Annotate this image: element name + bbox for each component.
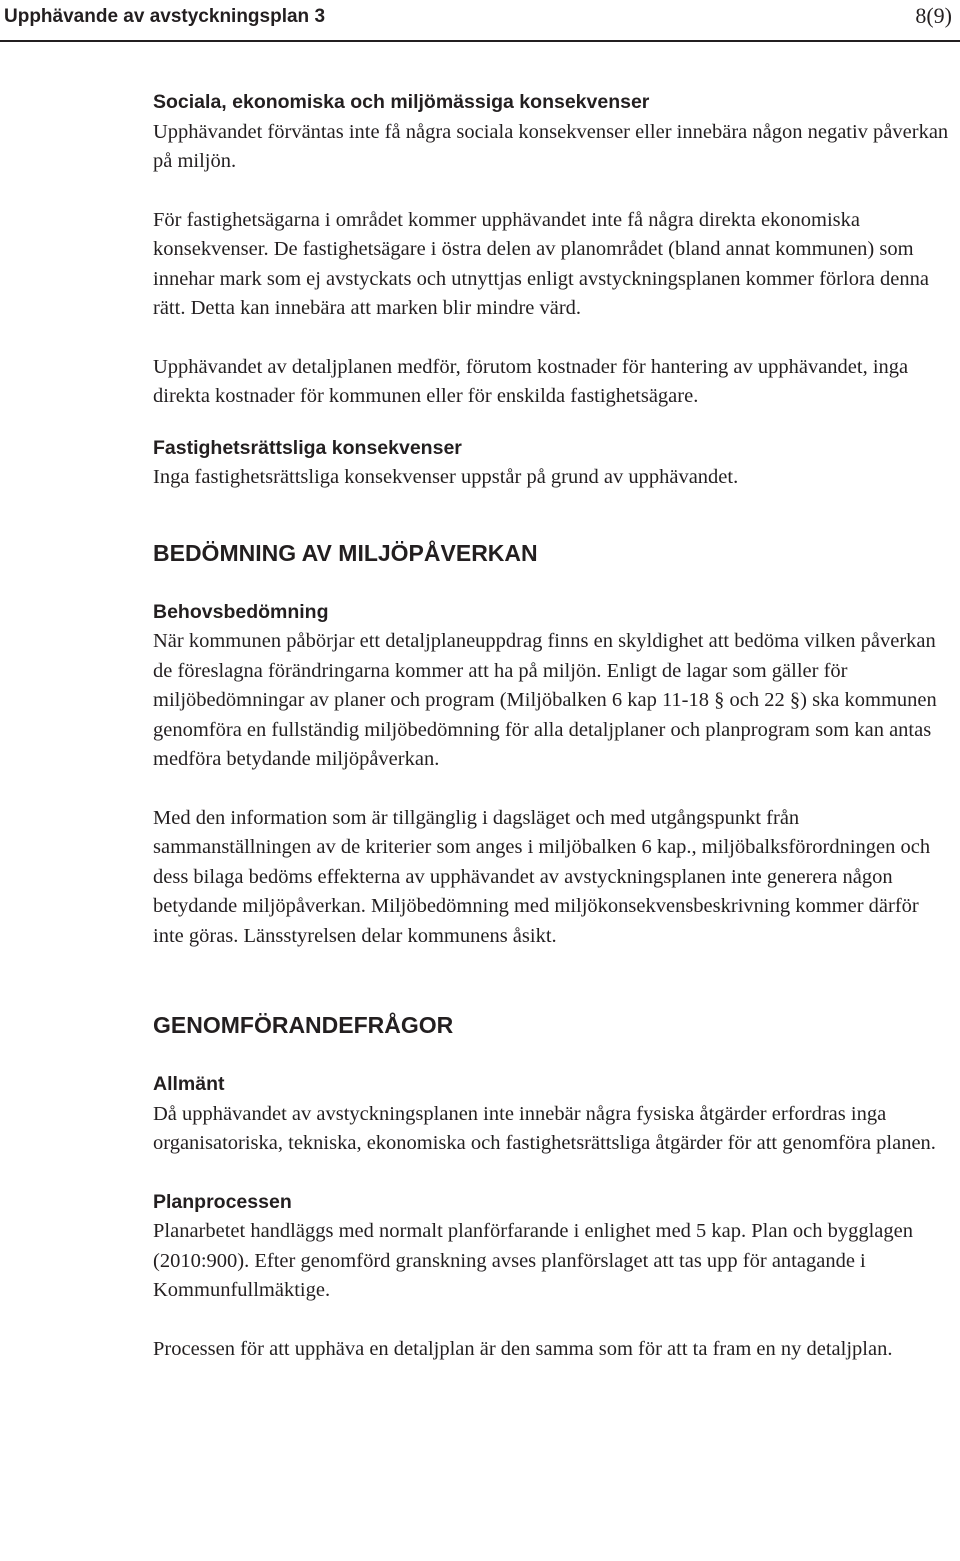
social-consequences-paragraph-3: Upphävandet av detaljplanen medför, förutom kostnader för hantering av upphävandet, inga direkta kostnader för kommunen eller för enskilda fastighetsägare. (153, 355, 909, 407)
plan-process-paragraph-2: Processen för att upphäva en detaljplan är den samma som för att ta fram en ny detaljplan. (153, 1337, 893, 1360)
plan-process-heading: Planprocessen (153, 1190, 292, 1213)
plan-process-paragraph-1: Planarbetet handläggs med normalt planförfarande i enlighet med 5 kap. Plan och bygglagen (2010:900). Efter genomförd granskning avses planförslaget att tas upp för antagande i Kommunfullmäktige. (153, 1220, 913, 1301)
document-title: Upphävande av avstyckningsplan 3 (4, 6, 326, 27)
property-law-paragraph: Inga fastighetsrättsliga konsekvenser uppstår på grund av upphävandet. (153, 466, 739, 488)
property-law-heading: Fastighetsrättsliga konsekvenser (153, 436, 462, 459)
social-consequences-paragraph-2: För fastighetsägarna i området kommer upphävandet inte få några direkta ekonomiska konsekvenser. De fastighetsägare i östra delen av planområdet (bland annat kommunen) som innehar mark som ej avstyckats och utnyttjas enligt avstyckningsplanen kommer förlora denna rätt. Detta kan innebära att marken blir mindre värd. (153, 208, 929, 319)
needs-assessment-paragraph-2: Med den information som är tillgänglig i dagsläget och med utgångspunkt från sammanställningen av de kriterier som anges i miljöbalken 6 kap., miljöbalksförordningen och dess bilaga bedöms effekterna av upphävandet av avstyckningsplanen inte generera någon betydande miljöpåverkan. Miljöbedömning med miljökonsekvensbeskrivning kommer därför inte göras. Länsstyrelsen delar kommunens åsikt. (153, 806, 931, 947)
environmental-assessment-heading: BEDÖMNING AV MILJÖPÅVERKAN (153, 539, 538, 566)
needs-assessment-heading: Behovsbedömning (153, 600, 329, 623)
document-body (153, 88, 953, 1364)
general-heading: Allmänt (153, 1073, 225, 1095)
needs-assessment-paragraph-1: När kommunen påbörjar ett detaljplaneuppdrag finns en skyldighet att bedöma vilken påverkan de föreslagna förändringarna kommer att ha på miljön. Enligt de lagar som gäller för miljöbedömningar av planer och program (Miljöbalken 6 kap 11-18 § och 22 §) ska kommunen genomföra en fullständig miljöbedömning för alla detaljplaner och planprogram som kan antas medföra betydande miljöpåverkan. (153, 630, 937, 770)
implementation-heading: GENOMFÖRANDEFRÅGOR (153, 1012, 454, 1038)
page-number: 8(9) (915, 3, 952, 28)
social-consequences-paragraph-1: Upphävandet förväntas inte få några sociala konsekvenser eller innebära någon negativ påverkan på miljön. (153, 120, 949, 172)
page-header (0, 0, 960, 42)
social-consequences-heading: Sociala, ekonomiska och miljömässiga konsekvenser (153, 91, 650, 113)
general-paragraph: Då upphävandet av avstyckningsplanen inte innebär några fysiska åtgärder erfordras inga organisatoriska, tekniska, ekonomiska och fastighetsrättsliga åtgärder för att genomföra planen. (153, 1102, 936, 1154)
